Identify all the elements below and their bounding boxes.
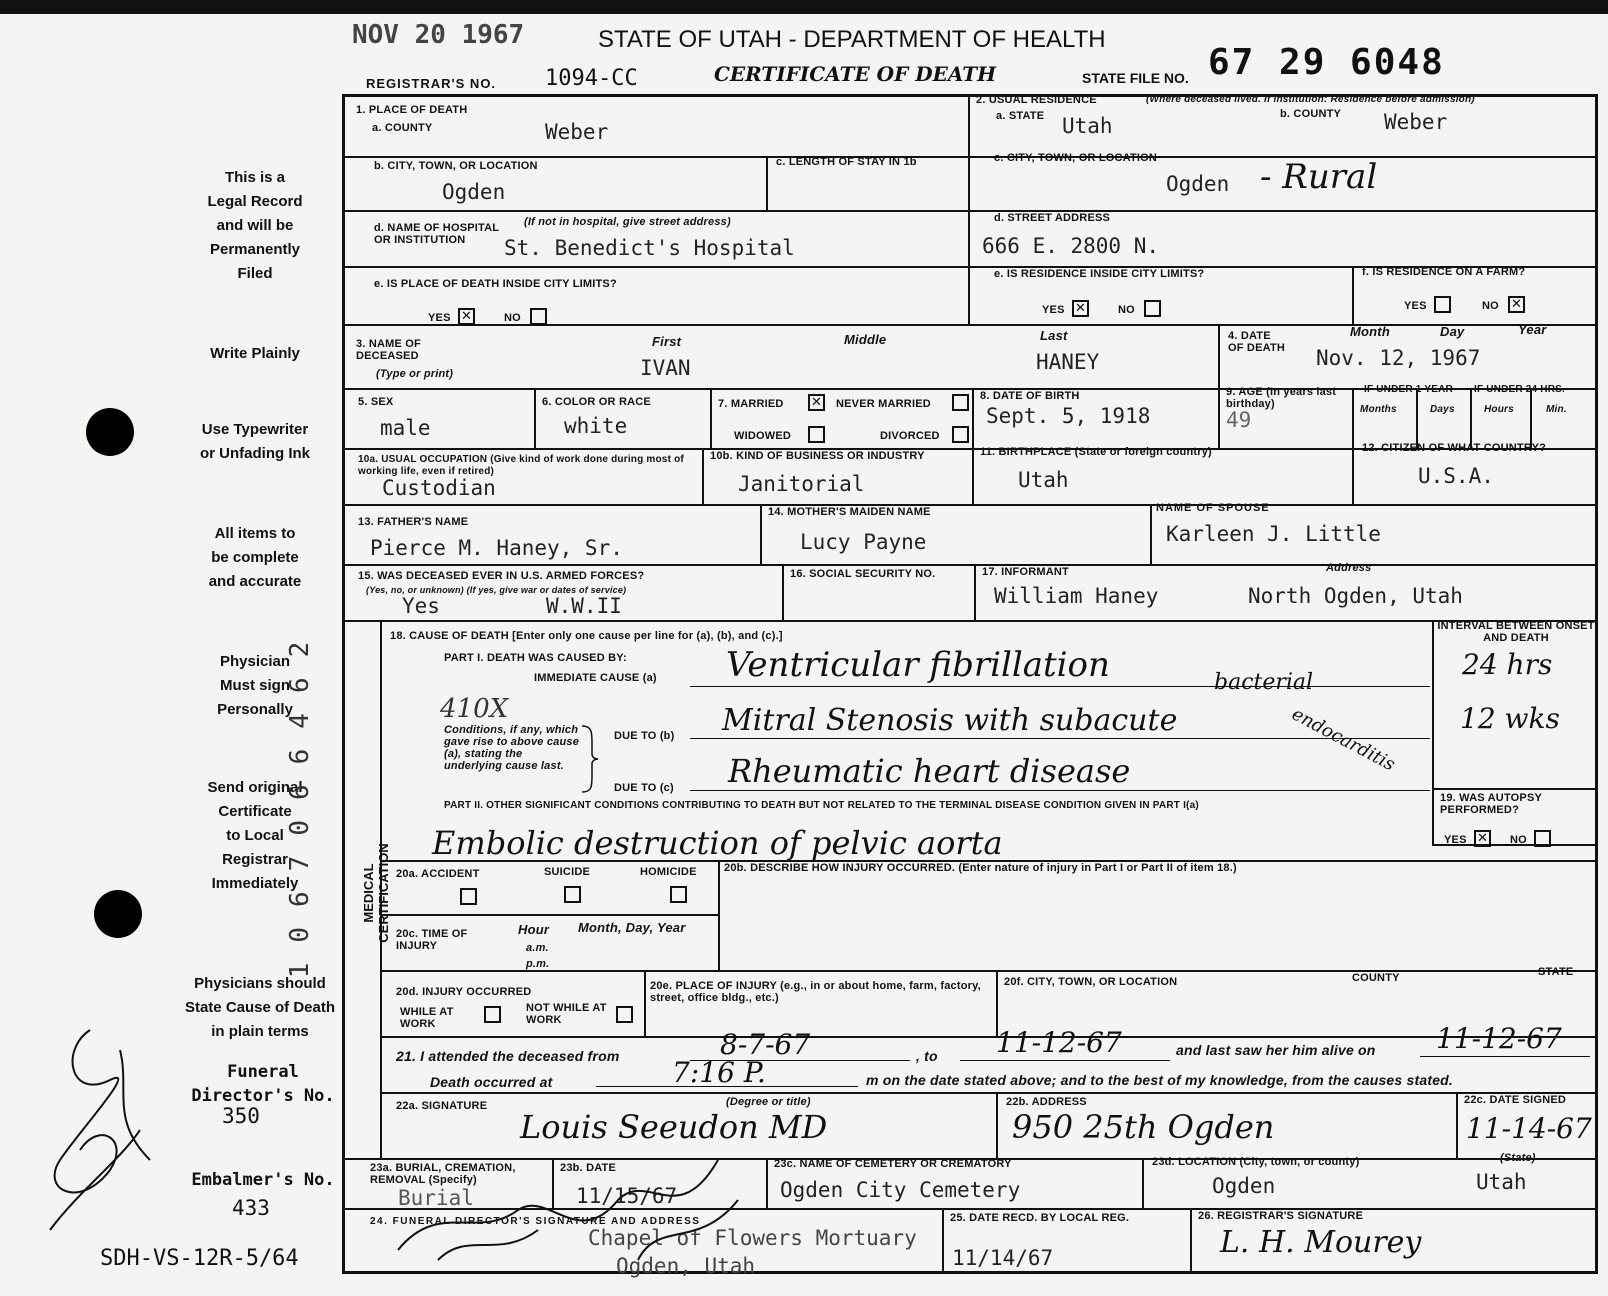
medical-certification-label: MEDICAL CERTIFICATION bbox=[361, 843, 391, 943]
burial-date-value: 11/15/67 bbox=[576, 1184, 678, 1208]
business-value: Janitorial bbox=[738, 472, 865, 496]
month-day-year-label: Month, Day, Year bbox=[578, 920, 686, 935]
agency-title: STATE OF UTAH - DEPARTMENT OF HEALTH bbox=[598, 26, 1106, 53]
injury-city-label: 20f. CITY, TOWN, OR LOCATION bbox=[1004, 976, 1178, 988]
deceased-name-note: (Type or print) bbox=[376, 368, 454, 380]
registrar-signature: L. H. Mourey bbox=[1220, 1225, 1422, 1260]
funeral-director-city: Ogden, Utah bbox=[616, 1254, 756, 1278]
under-24-hrs-label: IF UNDER 24 HRS. bbox=[1474, 384, 1565, 395]
month-label: Month bbox=[1350, 324, 1390, 339]
part-1-label: PART I. DEATH WAS CAUSED BY: bbox=[444, 652, 627, 664]
hospital-label: d. NAME OF HOSPITAL OR INSTITUTION bbox=[374, 222, 500, 246]
death-city-value: Ogden bbox=[442, 180, 506, 204]
dob-value: Sept. 5, 1918 bbox=[986, 404, 1151, 428]
farm-no-checkbox[interactable]: ✕ bbox=[1508, 296, 1525, 313]
residence-state-label: a. STATE bbox=[996, 110, 1045, 122]
never-married-label: NEVER MARRIED bbox=[836, 398, 931, 410]
autopsy-no-checkbox[interactable] bbox=[1534, 830, 1551, 847]
under-1-year-label: IF UNDER 1 YEAR bbox=[1364, 384, 1453, 395]
death-inside-city-label: e. IS PLACE OF DEATH INSIDE CITY LIMITS? bbox=[374, 278, 617, 290]
registrar-signature-label: 26. REGISTRAR'S SIGNATURE bbox=[1198, 1210, 1364, 1222]
widowed-checkbox[interactable] bbox=[808, 426, 825, 443]
year-label: Year bbox=[1518, 322, 1547, 337]
death-inside-yes-label: YES bbox=[428, 312, 451, 324]
citizen-label: 12. CITIZEN OF WHAT COUNTRY? bbox=[1362, 442, 1547, 454]
middle-name-label: Middle bbox=[844, 332, 887, 347]
conditions-note: Conditions, if any, which gave rise to above cause (a), stating the underlying cause last. bbox=[444, 724, 580, 772]
injury-occurred-label: 20d. INJURY OCCURRED bbox=[396, 986, 532, 998]
describe-injury-label: 20b. DESCRIBE HOW INJURY OCCURRED. (Enter nature of injury in Part I or Part II of item 18.) bbox=[724, 862, 1237, 874]
residence-city-label: c. CITY, TOWN, OR LOCATION bbox=[994, 152, 1158, 164]
sex-value: male bbox=[380, 416, 431, 440]
certificate-title: CERTIFICATE OF DEATH bbox=[714, 62, 997, 86]
mother-value: Lucy Payne bbox=[800, 530, 927, 554]
funeral-director-number: 350 bbox=[222, 1104, 260, 1128]
dob-label: 8. DATE OF BIRTH bbox=[980, 390, 1080, 402]
send-original-note: Send original Certificate to Local Registrar Immediately bbox=[207, 779, 303, 892]
date-received-label: 25. DATE RECD. BY LOCAL REG. bbox=[950, 1212, 1130, 1224]
father-label: 13. FATHER'S NAME bbox=[358, 516, 469, 528]
accident-label: 20a. ACCIDENT bbox=[396, 868, 480, 880]
death-inside-yes-checkbox[interactable]: ✕ bbox=[458, 308, 475, 325]
birthplace-value: Utah bbox=[1018, 468, 1069, 492]
race-value: white bbox=[564, 414, 628, 438]
immediate-cause-value: Ventricular fibrillation bbox=[726, 645, 1110, 685]
residence-note: (Where deceased lived. If institution: Residence before admission) bbox=[1146, 94, 1475, 105]
degree-label: (Degree or title) bbox=[726, 1096, 811, 1108]
informant-address-label: Address bbox=[1326, 562, 1372, 574]
burial-state-value: Utah bbox=[1476, 1170, 1527, 1194]
death-inside-no-checkbox[interactable] bbox=[530, 308, 547, 325]
time-of-injury-label: 20c. TIME OF INJURY bbox=[396, 928, 468, 952]
injury-county-label: COUNTY bbox=[1352, 972, 1400, 984]
residence-inside-yes-label: YES bbox=[1042, 304, 1065, 316]
burial-date-label: 23b. DATE bbox=[560, 1162, 616, 1174]
days-label: Days bbox=[1430, 404, 1455, 415]
due-to-c-label: DUE TO (c) bbox=[614, 782, 674, 794]
farm-yes-label: YES bbox=[1404, 300, 1427, 312]
birthplace-label: 11. BIRTHPLACE (State or foreign country) bbox=[980, 446, 1212, 458]
director-signature-scribble bbox=[378, 1140, 798, 1270]
minutes-label: Min. bbox=[1546, 404, 1567, 415]
part-2-value: Embolic destruction of pelvic aorta bbox=[432, 824, 1003, 862]
pm-label: p.m. bbox=[526, 958, 550, 970]
embalmer-label: Embalmer's No. bbox=[191, 1170, 335, 1190]
never-married-checkbox[interactable] bbox=[952, 394, 969, 411]
length-of-stay-label: c. LENGTH OF STAY IN 1b bbox=[776, 156, 917, 168]
place-of-death-label: 1. PLACE OF DEATH bbox=[356, 104, 468, 116]
autopsy-no-label: NO bbox=[1510, 834, 1527, 846]
punch-hole-bottom bbox=[94, 890, 142, 938]
burial-location-value: Ogden bbox=[1212, 1174, 1276, 1198]
married-checkbox[interactable]: ✕ bbox=[808, 394, 825, 411]
physician-address-value: 950 25th Ogden bbox=[1012, 1108, 1275, 1146]
last-saw-value: 11-12-67 bbox=[1436, 1022, 1562, 1055]
residence-county-label: b. COUNTY bbox=[1280, 108, 1342, 120]
married-label: 7. MARRIED bbox=[718, 398, 784, 410]
death-occurred-tail: m on the date stated above; and to the best of my knowledge, from the causes stated. bbox=[866, 1072, 1454, 1088]
suicide-checkbox[interactable] bbox=[564, 886, 581, 903]
residence-inside-city-label: e. IS RESIDENCE INSIDE CITY LIMITS? bbox=[994, 268, 1205, 280]
informant-address-value: North Ogden, Utah bbox=[1248, 584, 1463, 608]
received-stamp: NOV 20 1967 bbox=[352, 20, 525, 50]
cause-terms-note: Physicians should State Cause of Death in plain terms bbox=[184, 975, 336, 1040]
business-label: 10b. KIND OF BUSINESS OR INDUSTRY bbox=[710, 450, 925, 462]
part-2-label: PART II. OTHER SIGNIFICANT CONDITIONS CONTRIBUTING TO DEATH BUT NOT RELATED TO THE TERMINAL DISEASE CONDITION GIVEN IN PART I(a) bbox=[444, 800, 1199, 811]
registrar-number: 1094-CC bbox=[545, 66, 638, 91]
cause-bracket bbox=[580, 724, 600, 794]
state-file-number: 67 29 6048 bbox=[1208, 42, 1445, 83]
date-received-value: 11/14/67 bbox=[952, 1246, 1054, 1270]
due-to-b-insert: bacterial bbox=[1214, 670, 1314, 695]
funeral-director-value: Chapel of Flowers Mortuary bbox=[588, 1226, 917, 1250]
armed-forces-value: Yes bbox=[402, 594, 440, 618]
deceased-name-label: 3. NAME OF DECEASED bbox=[356, 338, 421, 362]
occupation-value: Custodian bbox=[382, 476, 496, 500]
while-at-work-label: WHILE AT WORK bbox=[400, 1006, 454, 1030]
write-plainly-note: Write Plainly bbox=[210, 345, 300, 362]
residence-inside-no-label: NO bbox=[1118, 304, 1135, 316]
spouse-value: Karleen J. Little bbox=[1166, 522, 1381, 546]
first-name-value: IVAN bbox=[640, 356, 691, 380]
registrar-label: REGISTRAR'S NO. bbox=[366, 76, 497, 91]
physician-signature: Louis Seeudon MD bbox=[520, 1108, 828, 1146]
burial-state-label: (State) bbox=[1500, 1152, 1536, 1164]
autopsy-yes-checkbox[interactable]: ✕ bbox=[1474, 830, 1491, 847]
funeral-director-label: Funeral Director's No. bbox=[191, 1062, 335, 1106]
citizen-value: U.S.A. bbox=[1418, 464, 1494, 488]
street-address-label: d. STREET ADDRESS bbox=[994, 212, 1111, 224]
side-signature bbox=[20, 1010, 170, 1250]
scan-border bbox=[0, 0, 1608, 14]
divorced-checkbox[interactable] bbox=[952, 426, 969, 443]
date-of-death-value: Nov. 12, 1967 bbox=[1316, 346, 1481, 370]
war-value: W.W.II bbox=[546, 594, 622, 618]
autopsy-label: 19. WAS AUTOPSY PERFORMED? bbox=[1440, 792, 1542, 816]
form-number: SDH-VS-12R-5/64 bbox=[100, 1246, 299, 1271]
race-label: 6. COLOR OR RACE bbox=[542, 396, 651, 408]
homicide-label: HOMICIDE bbox=[640, 866, 697, 878]
burial-location-label: 23d. LOCATION (City, town, or county) bbox=[1152, 1156, 1360, 1168]
spouse-label: NAME OF SPOUSE bbox=[1156, 502, 1270, 514]
informant-label: 17. INFORMANT bbox=[982, 566, 1069, 578]
signature-label: 22a. SIGNATURE bbox=[396, 1100, 488, 1112]
punch-hole-top bbox=[86, 408, 134, 456]
cemetery-label: 23c. NAME OF CEMETERY OR CREMATORY bbox=[774, 1158, 1012, 1170]
attended-to-value: 11-12-67 bbox=[996, 1026, 1122, 1059]
sex-label: 5. SEX bbox=[358, 396, 394, 408]
first-name-label: First bbox=[652, 334, 682, 349]
age-label: 9. AGE (In years last birthday) bbox=[1226, 386, 1337, 410]
funeral-director-sig-label: 24. FUNERAL DIRECTOR'S SIGNATURE AND ADDRESS bbox=[370, 1216, 701, 1227]
attended-from-value: 8-7-67 bbox=[720, 1028, 811, 1061]
physician-address-label: 22b. ADDRESS bbox=[1006, 1096, 1087, 1108]
death-county-value: Weber bbox=[545, 120, 609, 144]
death-city-label: b. CITY, TOWN, OR LOCATION bbox=[374, 160, 538, 172]
typewriter-note: Use Typewriter or Unfading Ink bbox=[200, 421, 310, 462]
last-name-value: HANEY bbox=[1036, 350, 1100, 374]
hospital-note: (If not in hospital, give street address) bbox=[524, 216, 731, 228]
farm-label: f. IS RESIDENCE ON A FARM? bbox=[1362, 266, 1526, 278]
state-file-label: STATE FILE NO. bbox=[1082, 70, 1189, 86]
physician-note: Physician Must sign Personally bbox=[217, 653, 293, 718]
injury-state-label: STATE bbox=[1538, 966, 1574, 978]
due-to-c-value: Rheumatic heart disease bbox=[728, 752, 1131, 790]
not-while-at-work-label: NOT WHILE AT WORK bbox=[526, 1002, 607, 1026]
attended-to-label: , to bbox=[916, 1048, 938, 1064]
suicide-label: SUICIDE bbox=[544, 866, 591, 878]
residence-label: 2. USUAL RESIDENCE bbox=[976, 94, 1097, 106]
day-label: Day bbox=[1440, 324, 1465, 339]
cause-of-death-label: 18. CAUSE OF DEATH [Enter only one cause per line for (a), (b), and (c).] bbox=[390, 630, 783, 642]
homicide-checkbox[interactable] bbox=[670, 886, 687, 903]
armed-forces-note: (Yes, no, or unknown) (If yes, give war or dates of service) bbox=[366, 585, 627, 595]
hospital-value: St. Benedict's Hospital bbox=[504, 236, 795, 260]
embalmer-number: 433 bbox=[232, 1196, 270, 1220]
residence-county-value: Weber bbox=[1384, 110, 1448, 134]
hour-label: Hour bbox=[518, 922, 550, 937]
interval-b-value: 12 wks bbox=[1460, 702, 1560, 735]
burial-method-label: 23a. BURIAL, CREMATION, REMOVAL (Specify) bbox=[370, 1162, 516, 1186]
occupation-label: 10a. USUAL OCCUPATION (Give kind of work done during most of working life, even if retired) bbox=[358, 454, 684, 477]
divorced-label: DIVORCED bbox=[880, 430, 940, 442]
interval-label: INTERVAL BETWEEN ONSET AND DEATH bbox=[1437, 620, 1595, 644]
accident-checkbox[interactable] bbox=[460, 888, 477, 905]
immediate-cause-label: IMMEDIATE CAUSE (a) bbox=[534, 672, 657, 684]
widowed-label: WIDOWED bbox=[734, 430, 792, 442]
due-to-b-value: Mitral Stenosis with subacute bbox=[722, 703, 1178, 738]
am-label: a.m. bbox=[526, 942, 549, 954]
due-to-b-tail: endocarditis bbox=[1288, 703, 1399, 776]
date-signed-label: 22c. DATE SIGNED bbox=[1464, 1094, 1567, 1106]
last-name-label: Last bbox=[1040, 328, 1068, 343]
autopsy-yes-label: YES bbox=[1444, 834, 1467, 846]
date-signed-value: 11-14-67 bbox=[1466, 1112, 1592, 1145]
hours-label: Hours bbox=[1484, 404, 1514, 415]
place-of-injury-label: 20e. PLACE OF INJURY (e.g., in or about home, farm, factory, street, office bldg., etc.) bbox=[650, 980, 981, 1004]
last-saw-label: and last saw her him alive on bbox=[1176, 1042, 1376, 1058]
death-inside-no-label: NO bbox=[504, 312, 521, 324]
residence-inside-no-checkbox[interactable] bbox=[1144, 300, 1161, 317]
months-label: Months bbox=[1360, 404, 1397, 415]
social-security-label: 16. SOCIAL SECURITY NO. bbox=[790, 568, 936, 580]
underlying-code: 410X bbox=[440, 694, 509, 724]
death-time-value: 7:16 P. bbox=[672, 1056, 766, 1089]
attended-from-label: 21. I attended the deceased from bbox=[396, 1048, 620, 1064]
death-county-label: a. COUNTY bbox=[372, 122, 433, 134]
residence-inside-yes-checkbox[interactable]: ✕ bbox=[1072, 300, 1089, 317]
age-value: 49 bbox=[1226, 408, 1252, 432]
complete-note: All items to be complete and accurate bbox=[208, 525, 302, 590]
death-occurred-label: Death occurred at bbox=[430, 1074, 553, 1090]
cemetery-value: Ogden City Cemetery bbox=[780, 1178, 1021, 1202]
informant-value: William Haney bbox=[994, 584, 1159, 608]
date-of-death-label: 4. DATE OF DEATH bbox=[1228, 330, 1286, 354]
residence-state-value: Utah bbox=[1062, 114, 1113, 138]
not-while-at-work-checkbox[interactable] bbox=[616, 1006, 633, 1023]
father-value: Pierce M. Haney, Sr. bbox=[370, 536, 623, 560]
mother-label: 14. MOTHER'S MAIDEN NAME bbox=[768, 506, 931, 518]
street-address-value: 666 E. 2800 N. bbox=[982, 234, 1160, 258]
residence-city-handwritten: - Rural bbox=[1260, 157, 1378, 197]
while-at-work-checkbox[interactable] bbox=[484, 1006, 501, 1023]
legal-record-note: This is a Legal Record and will be Permanently Filed bbox=[207, 169, 303, 282]
vertical-serial: 1067066462 bbox=[285, 621, 315, 979]
residence-city-value: Ogden bbox=[1166, 172, 1230, 196]
farm-yes-checkbox[interactable] bbox=[1434, 296, 1451, 313]
due-to-b-label: DUE TO (b) bbox=[614, 730, 675, 742]
farm-no-label: NO bbox=[1482, 300, 1499, 312]
armed-forces-label: 15. WAS DECEASED EVER IN U.S. ARMED FORCES? bbox=[358, 570, 645, 582]
interval-a-value: 24 hrs bbox=[1462, 648, 1553, 681]
burial-method-value: Burial bbox=[398, 1186, 474, 1210]
